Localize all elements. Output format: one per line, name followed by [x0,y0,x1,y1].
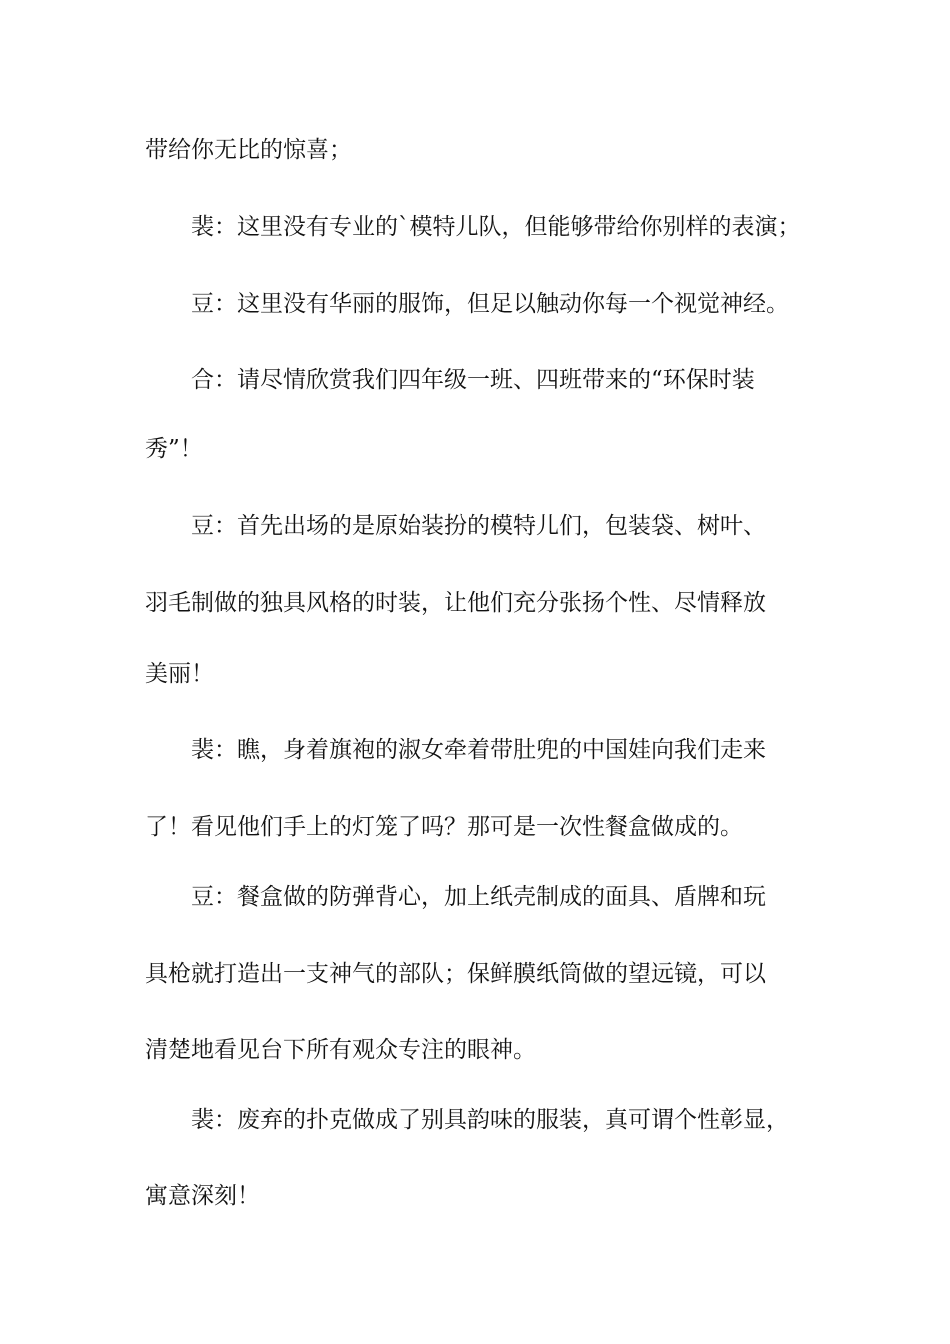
text-line: 美丽！ [145,661,214,687]
text-line: 了！看见他们手上的灯笼了吗？那可是一次性餐盒做成的。 [145,814,743,840]
text-line: 带给你无比的惊喜； [145,137,352,163]
text-line: 具枪就打造出一支神气的部队；保鲜膜纸筒做的望远镜，可以 [145,961,766,987]
paragraph-line-pei-3: 裴：废弃的扑克做成了别具韵味的服装，真可谓个性彰显， [191,1107,789,1133]
paragraph-line-pei-2: 裴：瞧，身着旗袍的淑女牵着带肚兜的中国娃向我们走来 [191,737,766,763]
text-line: 寓意深刻！ [145,1183,260,1209]
text-line: 秀”！ [145,436,203,462]
paragraph-line-he: 合：请尽情欣赏我们四年级一班、四班带来的“环保时装 [191,367,755,393]
paragraph-line-dou-2: 豆：首先出场的是原始装扮的模特儿们，包装袋、树叶、 [191,513,766,539]
text-line: 清楚地看见台下所有观众专注的眼神。 [145,1037,536,1063]
paragraph-line-pei-1: 裴：这里没有专业的`模特儿队，但能够带给你别样的表演； [191,214,801,240]
paragraph-line-dou-3: 豆：餐盒做的防弹背心，加上纸壳制成的面具、盾牌和玩 [191,884,766,910]
paragraph-line-dou-1: 豆：这里没有华丽的服饰，但足以触动你每一个视觉神经。 [191,291,789,317]
text-line: 羽毛制做的独具风格的时装，让他们充分张扬个性、尽情释放 [145,590,766,616]
